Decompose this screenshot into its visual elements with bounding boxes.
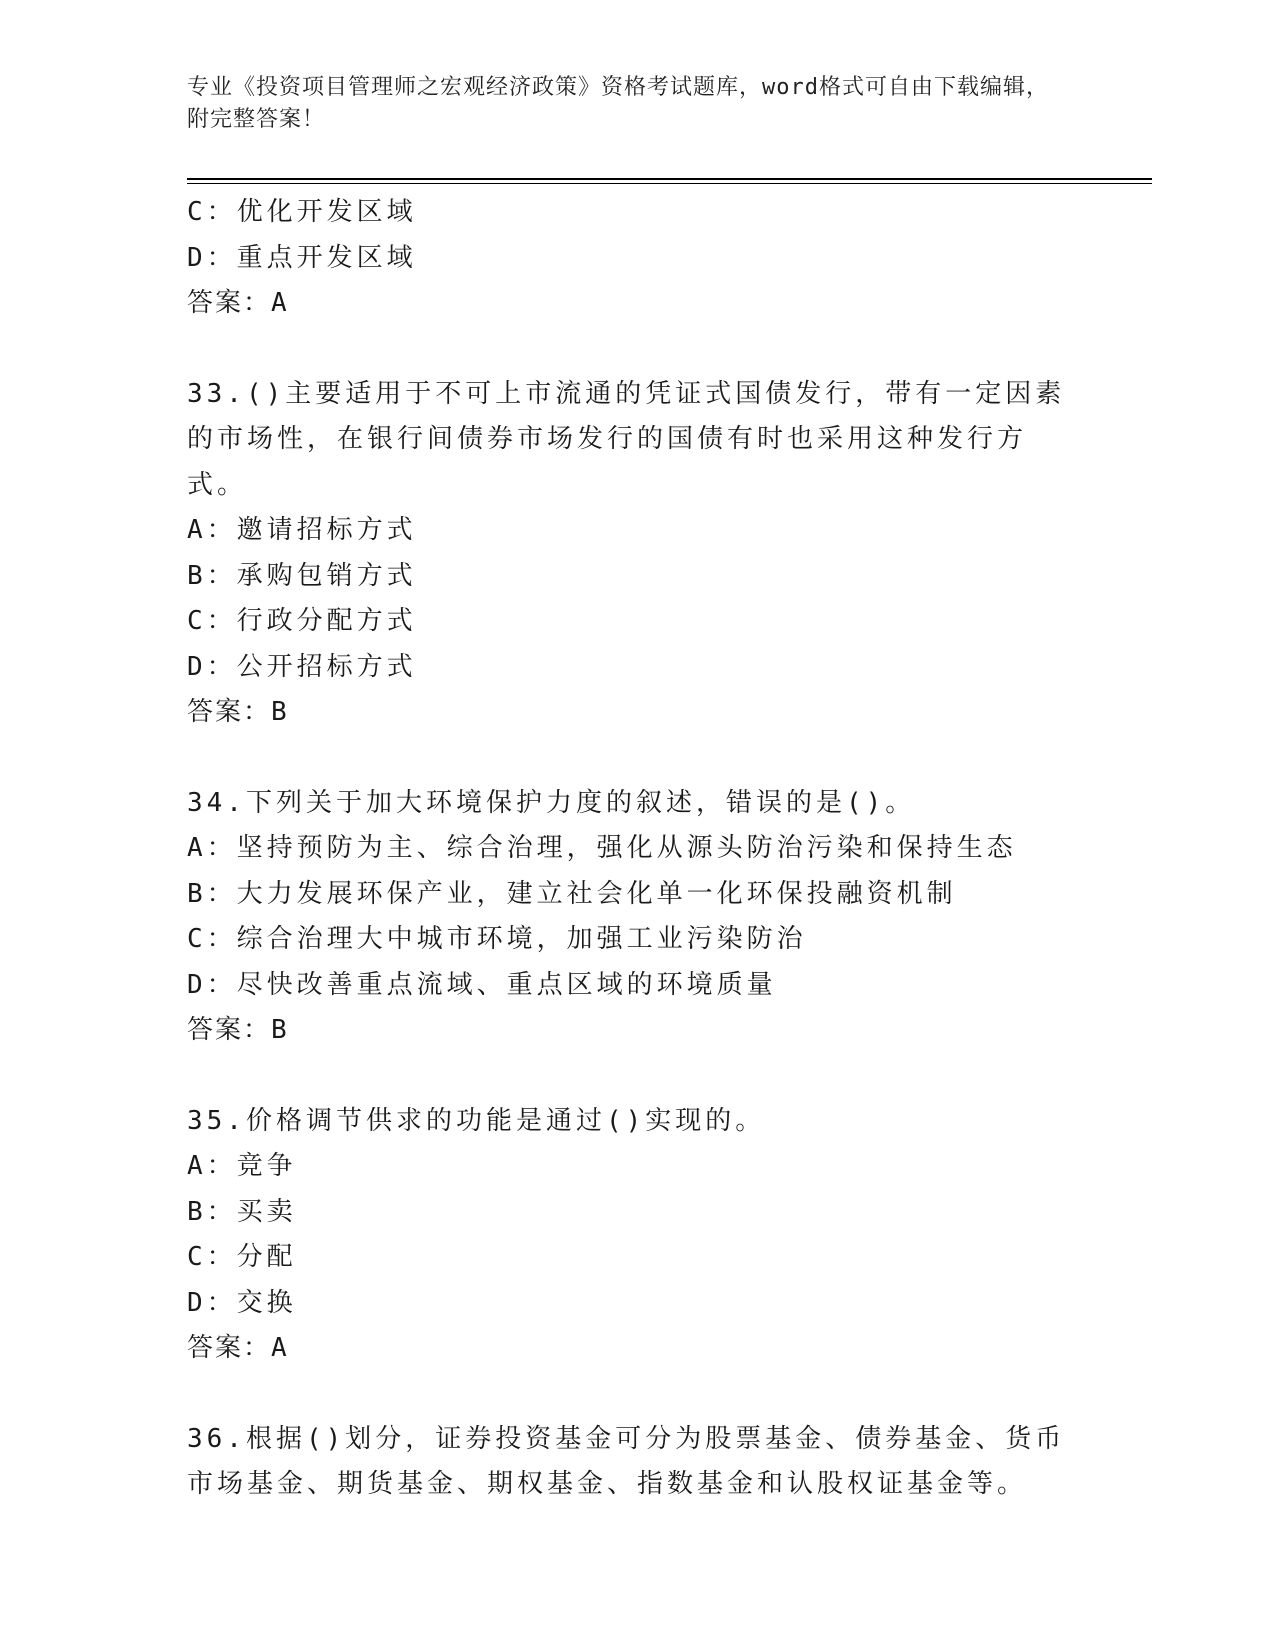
option-c: C：行政分配方式 [187,606,417,636]
question-35 [187,1099,1087,1372]
spacer [187,1054,1087,1099]
option-b: B：承购包销方式 [187,560,417,591]
option-d: D：尽快改善重点流域、重点区域的环境质量 [187,969,777,1000]
spacer [187,327,1087,372]
option-a: A：坚持预防为主、综合治理，强化从源头防治污染和保持生态 [187,833,1017,863]
header-rule-thin [187,183,1152,184]
question-stem: 33.()主要适用于不可上市流通的凭证式国债发行，带有一定因素的市场性，在银行间债券市场发行的国债有时也采用这种发行方式。 [187,378,1066,500]
answer: 答案：A [187,1333,289,1363]
question-34 [187,781,1087,1054]
spacer [187,1372,1087,1417]
question-stem: 36.根据()划分，证券投资基金可分为股票基金、债券基金、货币市场基金、期货基金、期权基金、指数基金和认股权证基金等。 [187,1423,1066,1499]
header-rule-thick [187,178,1152,180]
question-36 [187,1417,1087,1508]
option-a: A：竞争 [187,1151,297,1181]
question-32-tail [187,190,1087,327]
header-note: 专业《投资项目管理师之宏观经济政策》资格考试题库，word格式可自由下载编辑，附完整答案！ [187,75,1049,132]
option-d: D：重点开发区域 [187,242,417,273]
option-a: A：邀请招标方式 [187,515,417,545]
option-c: C：分配 [187,1242,297,1272]
option-d: D：交换 [187,1287,297,1318]
answer: 答案：B [187,1015,289,1045]
question-list [187,190,1087,1508]
question-33 [187,372,1087,736]
option-b: B：买卖 [187,1196,297,1227]
question-stem: 34.下列关于加大环境保护力度的叙述，错误的是()。 [187,787,916,818]
answer: 答案：A [187,288,289,318]
question-stem: 35.价格调节供求的功能是通过()实现的。 [187,1105,766,1136]
option-d: D：公开招标方式 [187,651,417,682]
answer: 答案：B [187,697,289,727]
spacer [187,736,1087,781]
option-c: C：综合治理大中城市环境，加强工业污染防治 [187,924,807,954]
option-b: B：大力发展环保产业，建立社会化单一化环保投融资机制 [187,878,957,909]
option-c: C：优化开发区域 [187,197,417,227]
